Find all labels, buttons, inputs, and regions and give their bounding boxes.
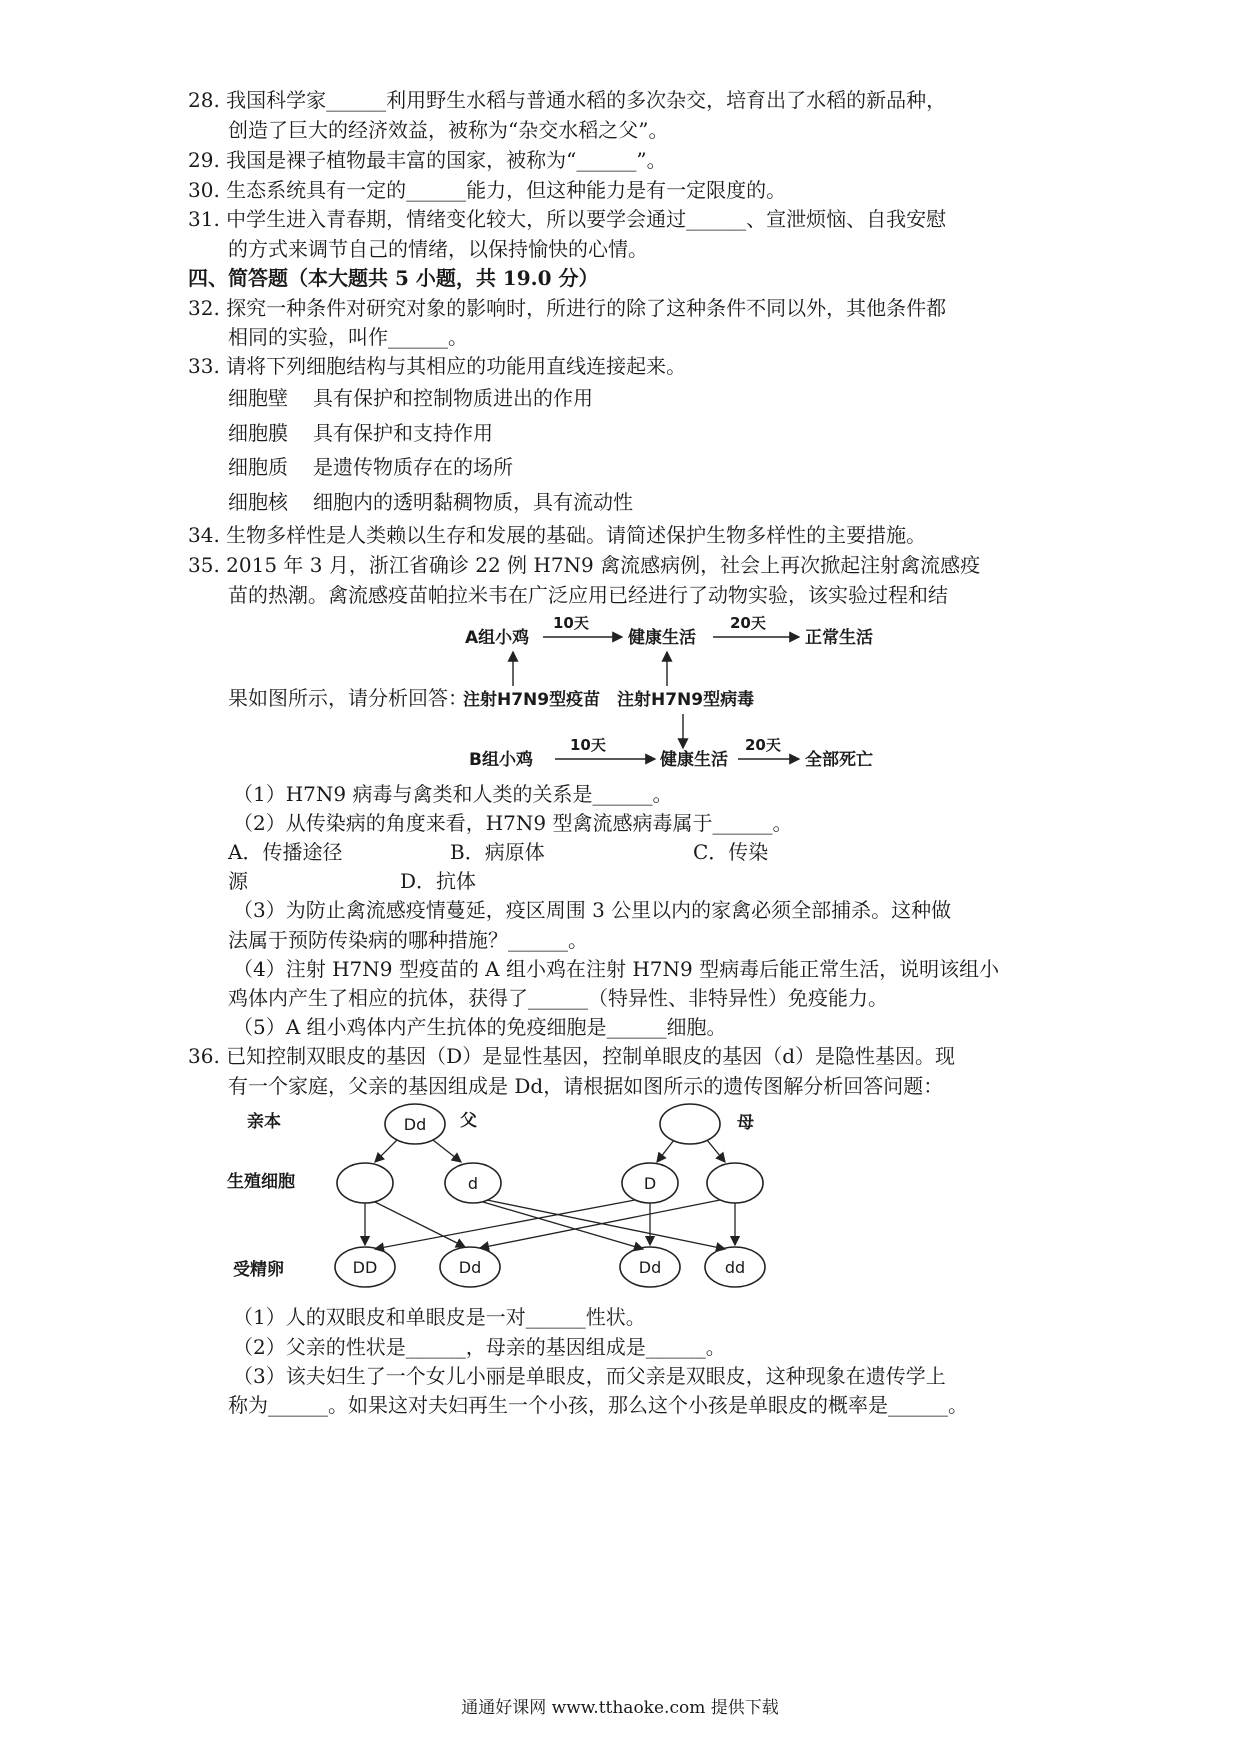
q35-option-a: A．传播途径 bbox=[228, 840, 343, 864]
q32-line1: 32. 探究一种条件对研究对象的影响时，所进行的除了这种条件不同以外，其他条件都 bbox=[188, 296, 947, 320]
q34-line1: 34. 生物多样性是人类赖以生存和发展的基础。请简述保护生物多样性的主要措施。 bbox=[188, 523, 927, 547]
q33-function: 具有保护和控制物质进出的作用 bbox=[313, 386, 593, 410]
q36-sub1: （1）人的双眼皮和单眼皮是一对______性状。 bbox=[233, 1305, 646, 1329]
q35-sub1: （1）H7N9 病毒与禽类和人类的关系是______。 bbox=[233, 782, 673, 806]
gamete-genotype: d bbox=[467, 1174, 479, 1193]
q35-sub5: （5）A 组小鸡体内产生抗体的免疫细胞是______细胞。 bbox=[233, 1015, 727, 1039]
q33-structure: 细胞壁 bbox=[228, 386, 288, 410]
q35-sub3-line2: 法属于预防传染病的哪种措施？______。 bbox=[228, 928, 588, 952]
q36-line1: 36. 已知控制双眼皮的基因（D）是显性基因，控制单眼皮的基因（d）是隐性基因。现 bbox=[188, 1044, 956, 1068]
days-label: 10天 bbox=[553, 614, 589, 632]
zygote-genotype: Dd bbox=[638, 1258, 662, 1277]
q33-function: 具有保护和支持作用 bbox=[313, 421, 493, 445]
zygote-genotype: Dd bbox=[458, 1258, 482, 1277]
q35-option-c-cont: 源 bbox=[228, 869, 248, 893]
q35-sub4-line2: 鸡体内产生了相应的抗体，获得了______（特异性、非特异性）免疫能力。 bbox=[228, 986, 888, 1010]
section-heading: 四、简答题（本大题共 5 小题，共 19.0 分） bbox=[188, 266, 599, 290]
zygote-genotype: dd bbox=[724, 1258, 746, 1277]
q29-line1: 29. 我国是裸子植物最丰富的国家，被称为“______”。 bbox=[188, 148, 667, 172]
q35-sub3-line1: （3）为防止禽流感疫情蔓延，疫区周围 3 公里以内的家禽必须全部捕杀。这种做 bbox=[233, 898, 952, 922]
q33-structure: 细胞核 bbox=[228, 490, 288, 514]
q35-option-b: B．病原体 bbox=[450, 840, 545, 864]
father-label: 父 bbox=[460, 1111, 477, 1131]
gamete-genotype: D bbox=[643, 1174, 657, 1193]
virus-injection-label: 注射H7N9型病毒 bbox=[617, 690, 755, 710]
q33-function: 细胞内的透明黏稠物质，具有流动性 bbox=[313, 490, 633, 514]
arrow bbox=[433, 1140, 461, 1162]
q30-line1: 30. 生态系统具有一定的______能力，但这种能力是有一定限度的。 bbox=[188, 178, 787, 202]
father-genotype: Dd bbox=[403, 1115, 427, 1134]
q35-sub2: （2）从传染病的角度来看，H7N9 型禽流感病毒属于______。 bbox=[233, 811, 793, 835]
row-label-zygote: 受精卵 bbox=[233, 1260, 284, 1280]
gamete-cell bbox=[707, 1163, 763, 1203]
q36-sub2: （2）父亲的性状是______，母亲的基因组成是______。 bbox=[233, 1335, 726, 1359]
mother-cell bbox=[660, 1104, 720, 1144]
days-label: 20天 bbox=[730, 614, 766, 632]
arrow bbox=[375, 1140, 397, 1162]
q35-sub4-line1: （4）注射 H7N9 型疫苗的 A 组小鸡在注射 H7N9 型病毒后能正常生活，说明该组小 bbox=[233, 957, 1000, 981]
arrow bbox=[707, 1140, 725, 1162]
vaccine-injection-label: 注射H7N9型疫苗 bbox=[463, 690, 601, 710]
q31-line2: 的方式来调节自己的情绪，以保持愉快的心情。 bbox=[228, 237, 648, 261]
q28-line1: 28. 我国科学家______利用野生水稻与普通水稻的多次杂交，培育出了水稻的新品种， bbox=[188, 88, 947, 112]
q36-line2: 有一个家庭，父亲的基因组成是 Dd，请根据如图所示的遗传图解分析回答问题： bbox=[228, 1074, 944, 1098]
q33-line1: 33. 请将下列细胞结构与其相应的功能用直线连接起来。 bbox=[188, 354, 687, 378]
q31-line1: 31. 中学生进入青春期，情绪变化较大，所以要学会通过______、宣泄烦恼、自我安慰 bbox=[188, 207, 947, 231]
days-label: 10天 bbox=[570, 736, 606, 754]
q35-option-c: C．传染 bbox=[693, 840, 769, 864]
mother-label: 母 bbox=[737, 1113, 754, 1133]
q32-line2: 相同的实验，叫作______。 bbox=[228, 325, 468, 349]
gamete-cell bbox=[337, 1163, 393, 1203]
q36-sub3-line1: （3）该夫妇生了一个女儿小丽是单眼皮，而父亲是双眼皮，这种现象在遗传学上 bbox=[233, 1364, 946, 1388]
zygote-genotype: DD bbox=[352, 1258, 378, 1277]
q28-line2: 创造了巨大的经济效益，被称为“杂交水稻之父”。 bbox=[228, 118, 669, 142]
q35-line1: 35. 2015 年 3 月，浙江省确诊 22 例 H7N9 禽流感病例，社会上再次掀起注射禽流感疫 bbox=[188, 553, 981, 577]
healthy-label: 健康生活 bbox=[628, 628, 696, 648]
all-dead-label: 全部死亡 bbox=[805, 750, 873, 770]
q33-structure: 细胞膜 bbox=[228, 421, 288, 445]
q33-structure: 细胞质 bbox=[228, 455, 288, 479]
normal-life-label: 正常生活 bbox=[805, 628, 873, 648]
q35-option-d: D．抗体 bbox=[400, 869, 477, 893]
days-label: 20天 bbox=[745, 736, 781, 754]
arrow bbox=[657, 1140, 674, 1162]
vaccine-experiment-diagram bbox=[455, 608, 895, 778]
group-a-label: A组小鸡 bbox=[465, 628, 530, 648]
page-footer: 通通好课网 www.tthaoke.com 提供下载 bbox=[461, 1698, 779, 1718]
healthy-label: 健康生活 bbox=[660, 750, 728, 770]
q35-line2: 苗的热潮。禽流感疫苗帕拉米韦在广泛应用已经进行了动物实验，该实验过程和结 bbox=[228, 583, 948, 607]
q36-sub3-line2: 称为______。如果这对夫妇再生一个小孩，那么这个小孩是单眼皮的概率是______。 bbox=[228, 1393, 968, 1417]
group-b-label: B组小鸡 bbox=[469, 750, 533, 770]
q33-function: 是遗传物质存在的场所 bbox=[313, 455, 513, 479]
row-label-gamete: 生殖细胞 bbox=[227, 1172, 295, 1192]
inheritance-diagram bbox=[225, 1100, 785, 1300]
arrow bbox=[487, 1200, 725, 1249]
row-label-parent: 亲本 bbox=[247, 1112, 281, 1132]
q35-line3: 果如图所示，请分析回答： bbox=[228, 686, 468, 710]
